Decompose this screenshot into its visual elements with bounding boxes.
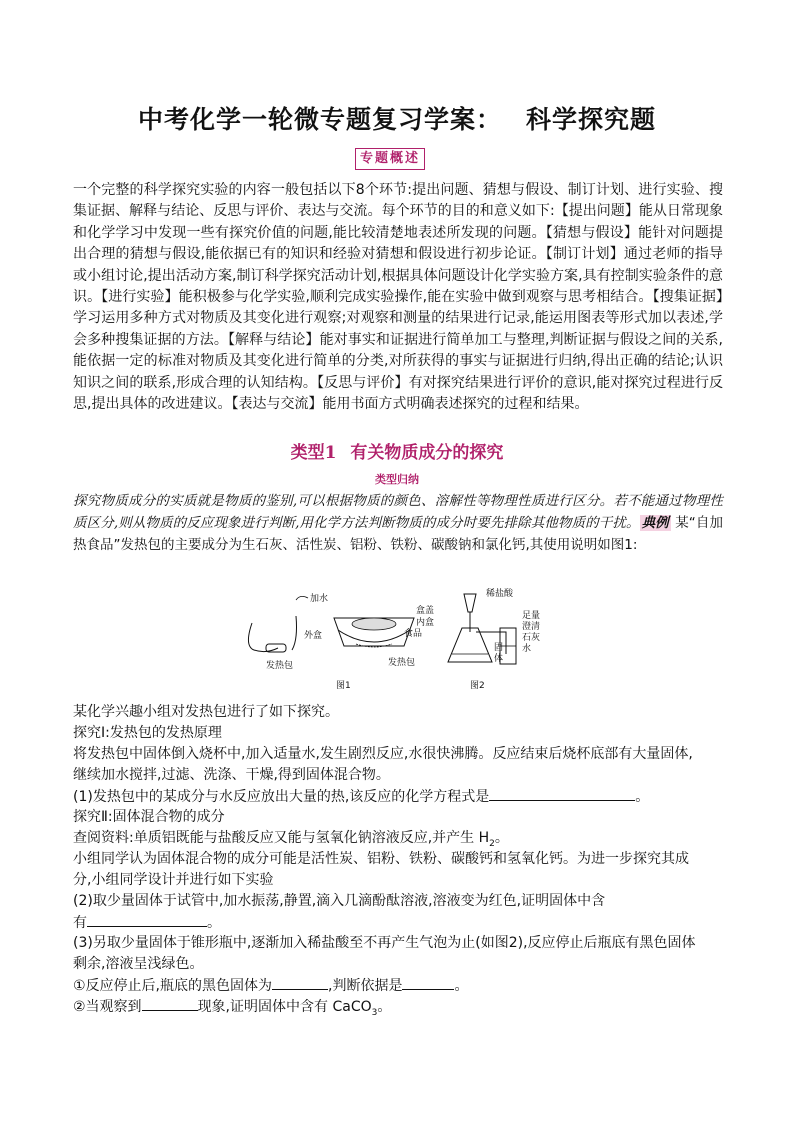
label-clear: 澄清 [522,622,541,632]
label-solid-1: 固 [494,643,504,653]
question-2-end: 。 [207,915,221,931]
exploration-1-heading: 探究Ⅰ:发热包的发热原理 [73,725,222,741]
question-1-text: (1)发热包中的某成分与水反应放出大量的热,该反应的化学方程式是 [73,789,490,805]
reference-end: 。 [494,830,509,846]
question-1-end: 。 [635,789,650,805]
question-3-2-end: 。 [377,999,392,1015]
question-3-1-end: 。 [454,978,469,994]
label-solid-2: 体 [494,654,504,664]
label-lime: 石灰 [522,633,541,643]
outer-box-edge [292,616,297,650]
question-3-1-text-a: ①反应停止后,瓶底的黑色固体为 [73,978,273,994]
label-add-water: 加水 [310,594,329,604]
label-acid: 稀盐酸 [486,589,514,599]
answer-blank-2[interactable] [87,912,207,927]
answer-blank-4[interactable] [402,975,454,990]
label-pack-left: 发热包 [266,661,294,671]
question-3-1 [73,975,733,997]
water-arrow [296,596,308,600]
label-outer-box: 外盒 [304,631,323,641]
conical-flask [448,628,492,662]
label-sat: 足量 [522,611,541,621]
body-line-9: 分,小组同学设计并进行如下实验 [73,872,274,888]
outer-box-bowl [338,630,410,642]
body-line-1: 某化学兴趣小组对发热包进行了如下探究。 [73,704,339,720]
section-label: 类型1 [290,443,337,463]
question-2-answer [73,912,733,934]
label-water: 水 [522,644,532,654]
label-inner-box: 内盒 [416,618,435,628]
example-label: 典例 [641,515,669,531]
body-line-8: 小组同学认为固体混合物的成分可能是活性炭、铝粉、铁粉、碳酸钙和氢氧化钙。为进一步探究其成 [73,851,689,867]
exploration-2-heading: 探究Ⅱ:固体混合物的成分 [73,809,225,825]
h2-subscript: 2 [489,838,495,849]
question-2-prefix: 有 [73,915,87,931]
title-main: 中考化学一轮微专题复习学案： [137,105,502,134]
body-line-13: 剩余,溶液呈浅绿色。 [73,956,204,972]
page-title [0,100,794,136]
question-3-2 [73,996,733,1024]
reference-text: 查阅资料:单质铝既能与盐酸反应又能与氢氧化钠溶液反应,并产生 H [73,830,490,846]
type-summary-paragraph [73,490,723,556]
body-line-3: 将发热包中固体倒入烧杯中,加入适量水,发生剧烈反应,水很快沸腾。反应结束后烧杯底部有大量固体, [73,746,693,762]
question-3-2-text-b: 现象,证明固体中含有 CaCO [197,999,372,1015]
caco3-subscript: 3 [371,1007,378,1018]
title-topic: 科学探究题 [526,105,657,134]
figure-2 [448,588,540,691]
question-3: (3)另取少量固体于锥形瓶中,逐渐加入稀盐酸至不再产生气泡为止(如图2),反应停止后瓶底有黑色固体 [73,935,696,951]
answer-blank-5[interactable] [142,996,198,1011]
figure-1 [248,592,434,691]
question-3-1-text-b: ,判断依据是 [328,978,403,994]
example-text: 某“自加热食品”发热包的主要成分为生石灰、活性炭、铝粉、铁粉、碳酸钠和氯化钙,其使用说明如图1: [73,515,724,553]
section-heading [0,438,794,463]
label-food: 食品 [404,629,423,639]
answer-blank-1[interactable] [489,786,635,801]
topic-overview-badge: 专题概述 [355,148,425,170]
question-3-2-text-a: ②当观察到 [73,999,142,1015]
section-title: 有关物质成分的探究 [350,443,504,463]
label-pack-right: 发热包 [388,658,416,668]
answer-blank-3[interactable] [272,975,328,990]
dropping-funnel [464,594,476,612]
question-1 [73,786,733,808]
question-2: (2)取少量固体于试管中,加水振荡,静置,滴入几滴酚酞溶液,溶液变为红色,证明固体中含 [73,893,606,909]
caption-fig1: 图1 [336,681,351,691]
summary-text: 探究物质成分的实质就是物质的鉴别,可以根据物质的颜色、溶解性等物理性质进行区分。若不能通过物理性质区分,则从物质的反应现象进行判断,用化学方法判断物质的成分时要先排除其他物质的干扰。 [73,493,723,531]
heat-pack-pouch [248,623,278,652]
intro-paragraph: 一个完整的科学探究实验的内容一般包括以下8个环节:提出问题、猜想与假设、制订计划、进行实验、搜集证据、解释与结论、反思与评价、表达与交流。每个环节的目的和意义如下:【提出问题】能从日常现象和化学学习中发现一些有探究价值的问题,能比较清楚地表述所发现的问题。【猜想与假设】能针对问题提出合理的猜想与假设,能依据已有的知识和经验对猜想和假设进行初步论证。【制订计划】通过老师的指导或小组讨论,提出活动方案,制订科学探究活动计划,根据具体问题设计化学实验方案,具有控制实验条件的意识。【进行实验】能积极参与化学实验,顺利完成实验操作,能在实验中做到观察与思考相结合。【搜集证据】学习运用多种方式对物质及其变化进行观察;对观察和测量的结果进行记录,能运用图表等形式加以表述,学会多种搜集证据的方法。【解释与结论】能对事实和证据进行简单加工与整理,判断证据与假设之间的关系,能依据一定的标准对物质及其变化进行简单的分类,对所获得的事实与证据进行归纳,得出正确的结论;认识知识之间的联系,形成合理的认知结构。【反思与评价】有对探究结果进行评价的意识,能对探究过程进行反思,提出具体的改进建议。【表达与交流】能用书面方式明确表述探究的过程和结果。 [73,182,723,413]
label-lid: 盒盖 [416,606,435,616]
type-summary-heading: 类型归纳 [375,473,419,486]
experiment-figure [238,588,568,693]
body-line-4: 继续加水搅拌,过滤、洗涤、干燥,得到固体混合物。 [73,767,390,783]
figure-svg [238,588,568,693]
food [352,618,396,630]
caption-fig2: 图2 [470,681,485,691]
